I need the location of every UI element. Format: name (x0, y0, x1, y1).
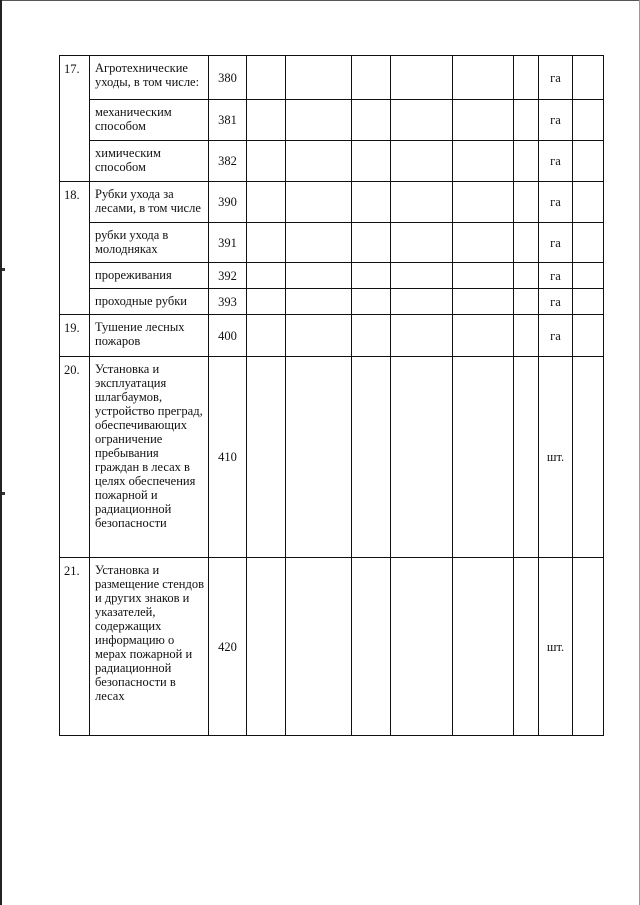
empty-cell (391, 357, 453, 558)
row-unit: га (539, 223, 573, 263)
row-name: прореживания (90, 263, 209, 289)
empty-cell (514, 56, 539, 100)
table-row (60, 223, 604, 263)
row-name: Рубки ухода за лесами, в том числе (90, 182, 209, 223)
row-code: 400 (209, 315, 247, 357)
empty-cell (573, 357, 604, 558)
row-number: 19. (60, 315, 90, 357)
empty-cell (352, 141, 391, 182)
row-name: Агротехнические уходы, в том числе: (90, 56, 209, 100)
scan-mark (2, 492, 5, 495)
row-number (60, 223, 90, 263)
row-unit: га (539, 315, 573, 357)
empty-cell (247, 263, 286, 289)
empty-cell (286, 56, 352, 100)
row-number: 21. (60, 558, 90, 736)
empty-cell (247, 100, 286, 141)
row-unit: га (539, 263, 573, 289)
empty-cell (573, 315, 604, 357)
empty-cell (247, 315, 286, 357)
empty-cell (391, 558, 453, 736)
table-row (60, 315, 604, 357)
empty-cell (391, 289, 453, 315)
empty-cell (352, 263, 391, 289)
row-code: 380 (209, 56, 247, 100)
empty-cell (247, 223, 286, 263)
table-row (60, 100, 604, 141)
empty-cell (573, 182, 604, 223)
empty-cell (453, 100, 514, 141)
row-number (60, 289, 90, 315)
empty-cell (391, 182, 453, 223)
empty-cell (286, 263, 352, 289)
empty-cell (514, 289, 539, 315)
row-name: Установка и размещение стендов и других знаков и указателей, содержащих информацию о мерах пожарной и радиационной безопасности в лесах (90, 558, 209, 736)
row-number: 20. (60, 357, 90, 558)
table-row (60, 141, 604, 182)
empty-cell (352, 315, 391, 357)
empty-cell (247, 558, 286, 736)
row-number (60, 263, 90, 289)
empty-cell (391, 141, 453, 182)
empty-cell (573, 263, 604, 289)
forestry-works-table (59, 55, 604, 736)
empty-cell (352, 558, 391, 736)
empty-cell (453, 56, 514, 100)
empty-cell (573, 558, 604, 736)
row-name: химическим способом (90, 141, 209, 182)
empty-cell (391, 56, 453, 100)
row-name: рубки ухода в молодняках (90, 223, 209, 263)
empty-cell (247, 56, 286, 100)
row-code: 392 (209, 263, 247, 289)
table-row (60, 289, 604, 315)
row-code: 390 (209, 182, 247, 223)
row-unit: шт. (539, 558, 573, 736)
empty-cell (514, 100, 539, 141)
empty-cell (453, 141, 514, 182)
empty-cell (514, 315, 539, 357)
empty-cell (247, 182, 286, 223)
empty-cell (453, 223, 514, 263)
row-name: Установка и эксплуатация шлагбаумов, устройство преград, обеспечивающих ограничение пребывания граждан в лесах в целях обеспечения пожарной и радиационной безопасности (90, 357, 209, 558)
row-unit: шт. (539, 357, 573, 558)
row-code: 382 (209, 141, 247, 182)
empty-cell (286, 100, 352, 141)
empty-cell (286, 182, 352, 223)
empty-cell (514, 263, 539, 289)
row-unit: га (539, 141, 573, 182)
empty-cell (391, 100, 453, 141)
row-name: проходные рубки (90, 289, 209, 315)
table-row (60, 558, 604, 736)
empty-cell (573, 100, 604, 141)
scan-edge-top (0, 0, 640, 1)
empty-cell (514, 357, 539, 558)
empty-cell (514, 182, 539, 223)
empty-cell (514, 223, 539, 263)
empty-cell (391, 223, 453, 263)
row-unit: га (539, 56, 573, 100)
empty-cell (573, 289, 604, 315)
empty-cell (453, 558, 514, 736)
empty-cell (352, 289, 391, 315)
empty-cell (286, 141, 352, 182)
table-row (60, 182, 604, 223)
row-unit: га (539, 289, 573, 315)
row-name: механическим способом (90, 100, 209, 141)
empty-cell (391, 315, 453, 357)
empty-cell (286, 289, 352, 315)
empty-cell (286, 357, 352, 558)
row-number: 17. (60, 56, 90, 100)
row-code: 393 (209, 289, 247, 315)
empty-cell (453, 315, 514, 357)
empty-cell (514, 558, 539, 736)
empty-cell (247, 357, 286, 558)
row-code: 381 (209, 100, 247, 141)
empty-cell (514, 141, 539, 182)
table-row (60, 263, 604, 289)
row-code: 420 (209, 558, 247, 736)
row-code: 391 (209, 223, 247, 263)
scan-edge-left (0, 0, 2, 905)
table-row (60, 357, 604, 558)
row-number (60, 100, 90, 141)
row-code: 410 (209, 357, 247, 558)
empty-cell (352, 223, 391, 263)
empty-cell (573, 141, 604, 182)
empty-cell (286, 315, 352, 357)
empty-cell (286, 223, 352, 263)
empty-cell (453, 289, 514, 315)
row-number: 18. (60, 182, 90, 223)
empty-cell (453, 263, 514, 289)
table-row (60, 56, 604, 100)
empty-cell (352, 56, 391, 100)
row-unit: га (539, 182, 573, 223)
empty-cell (352, 182, 391, 223)
empty-cell (247, 141, 286, 182)
empty-cell (453, 182, 514, 223)
empty-cell (247, 289, 286, 315)
empty-cell (453, 357, 514, 558)
row-name: Тушение лесных пожаров (90, 315, 209, 357)
scan-mark (2, 268, 5, 271)
empty-cell (352, 357, 391, 558)
empty-cell (573, 223, 604, 263)
empty-cell (573, 56, 604, 100)
empty-cell (391, 263, 453, 289)
empty-cell (352, 100, 391, 141)
empty-cell (286, 558, 352, 736)
row-unit: га (539, 100, 573, 141)
row-number (60, 141, 90, 182)
